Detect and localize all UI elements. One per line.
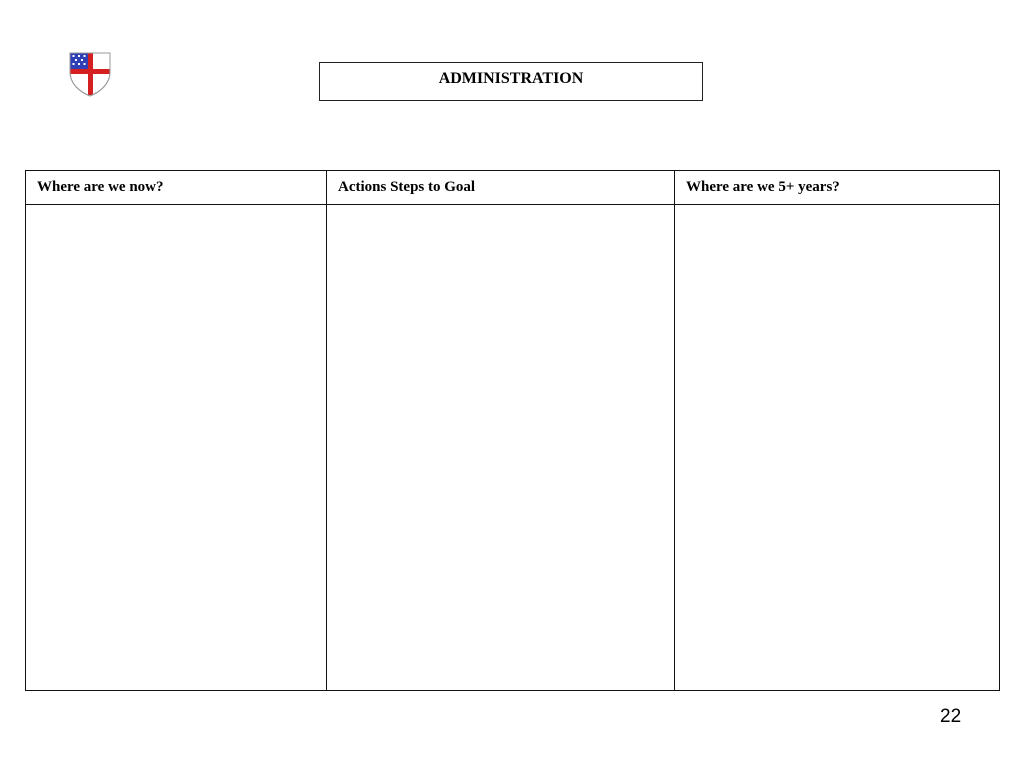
column-header-future-state: Where are we 5+ years? — [675, 171, 1000, 205]
title-box — [319, 62, 703, 101]
planning-table — [25, 170, 1000, 691]
table-row — [26, 205, 1000, 691]
logo-shield — [66, 50, 114, 98]
page-title: ADMINISTRATION — [438, 70, 584, 87]
column-header-action-steps: Actions Steps to Goal — [327, 171, 675, 205]
column-header-current-state: Where are we now? — [26, 171, 327, 205]
cell-current-state[interactable] — [26, 205, 327, 691]
page-number: 22 — [940, 706, 962, 727]
table-header-row — [26, 171, 1000, 205]
episcopal-shield-icon — [66, 50, 114, 98]
cell-future-state[interactable] — [675, 205, 1000, 691]
cell-action-steps[interactable] — [327, 205, 675, 691]
